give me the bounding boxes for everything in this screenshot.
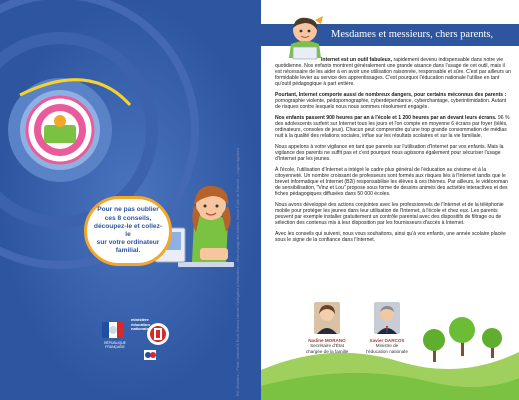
paragraph-5 <box>275 167 511 197</box>
signature-darcos <box>357 338 417 354</box>
reminder-speech-bubble <box>84 196 172 266</box>
republique-francaise-label: RÉPUBLIQUE FRANÇAISE <box>104 341 126 349</box>
paragraph-1 <box>275 57 511 87</box>
education-nationale-label: ministère éducation nationale <box>131 317 150 332</box>
paragraph-3 <box>275 115 511 139</box>
right-panel <box>261 0 519 400</box>
paragraph-6 <box>275 202 511 226</box>
internet-sans-crainte-sticker <box>27 97 93 163</box>
vertical-fine-print: Réf. Ministère – Photo : Internet & Ecole, Bureau Internet / Délégation à l'éducation — Mise en page des articles: Service Public de l'Internet — Légion Aquitaine <box>236 147 240 396</box>
tree-3 <box>482 328 502 358</box>
boy-with-laptop-illustration <box>279 14 329 62</box>
photo-xavier-darcos <box>374 302 400 334</box>
paragraph-1-lead: Internet est un outil fabuleux, <box>321 57 393 63</box>
paragraph-4 <box>275 144 511 162</box>
signatory-2-name: Xavier DARCOS <box>369 338 405 343</box>
signature-morano <box>297 338 357 354</box>
tree-1 <box>423 329 445 362</box>
paragraph-1-text: rapidement devenu indispensable dans notre vie quotidienne. Nos enfants montrent généralement une grande aisance dans l'usage de cet outil, mais il est nécessaire de les aider à en avoir une utilisation raisonnée, responsable et sûre. C'est par ailleurs un formidable levier au service des apprentissages. C'est pourquoi l'éducation nationale l'utilise en tant qu'outil pédagogique à part entière. <box>275 57 511 88</box>
paragraph-7 <box>275 231 511 243</box>
paragraph-4-text: Nous appelons à votre vigilance en tant que parents sur l'utilisation d'Internet par vos enfants. Mais la vigilance des parents ne suffit pas et c'est pourquoi nous agissons également pour sécuriser l'usage d'Internet par les jeunes. <box>275 143 504 163</box>
signatory-2-role: Ministre de l'éducation nationale <box>366 343 408 354</box>
signatory-1-role: Secrétaire d'État chargée de la famille <box>305 343 349 354</box>
signatory-1-name: Nadine MORANO <box>308 338 346 343</box>
tree-2 <box>449 317 475 356</box>
partner-logo-sss <box>144 350 156 360</box>
paragraph-2-text: pornographie violente, pédopornographie, cyberdépendance, cyberchantage, cyberintimidation. Autant de risques contre lesquels nous nous sommes résolument engagés. <box>275 98 507 111</box>
marianne-logo <box>102 322 124 338</box>
education-nationale-logo <box>147 323 169 345</box>
paragraph-5-text: À l'école, l'utilisation d'Internet a intégré le cadre plus général de l'éducation au civisme et à la citoyenneté. Un nombre croissant de professeurs sont formés aux risques liés à l'Internet tandis que le brevet informatique et Internet (B2i) responsabilise les élèves à ces thèmes. Par ailleurs, le vidéoroman de sensibilisation, "Vinz et Lou" propose sous forme de dessins animés des activités interactives et des fiches pédagogiques diffusées dans 50 000 écoles. <box>275 166 509 198</box>
photo-nadine-morano <box>314 302 340 334</box>
letter-body <box>275 57 511 248</box>
paragraph-7-text: Avec les conseils qui suivent, nous vous souhaitons, ainsi qu'à vos enfants, une année scolaire placée sous le signe de la confiance dans l'Internet. <box>275 230 506 243</box>
reminder-bubble-text: Pour ne pas oublier ces 8 conseils, découpez-le et collez-le sur votre ordinateur familial. <box>93 206 163 255</box>
paragraph-6-text: Nous avons développé des actions conjointes avec les professionnels de l'Internet et de la téléphonie mobile pour protéger les jeunes dans leur utilisation de l'Internet, à l'école et chez eux. Les parents peuvent par exemple installer gratuitement un contrôle parental avec des dispositifs de filtrage ou de sélection des contenus mis à leur disposition par les fournisseurs d'accès à Internet. <box>275 201 504 227</box>
paragraph-2-lead: Pourtant, Internet comporte aussi de nombreux dangers, pour certains méconnus des parents : <box>275 92 507 99</box>
paragraph-3-lead: Nos enfants passent 900 heures par an à l'école et 1 200 heures par an devant leurs écrans. <box>275 114 497 121</box>
page-title: Mesdames et messieurs, chers parents, <box>331 29 494 40</box>
paragraph-3-text: 96 % des adolescents surfent sur Internet tous les jours et l'on compte en moyenne 6 écrans par foyer (télés, ordinateurs, consoles de jeux). Chacun peut comprendre qu'une trop grande consommation de médias nuit à la qualité des relations sociales, influe sur les résultats scolaires et sur la vie familiale. <box>275 114 510 140</box>
paragraph-2 <box>275 92 511 110</box>
